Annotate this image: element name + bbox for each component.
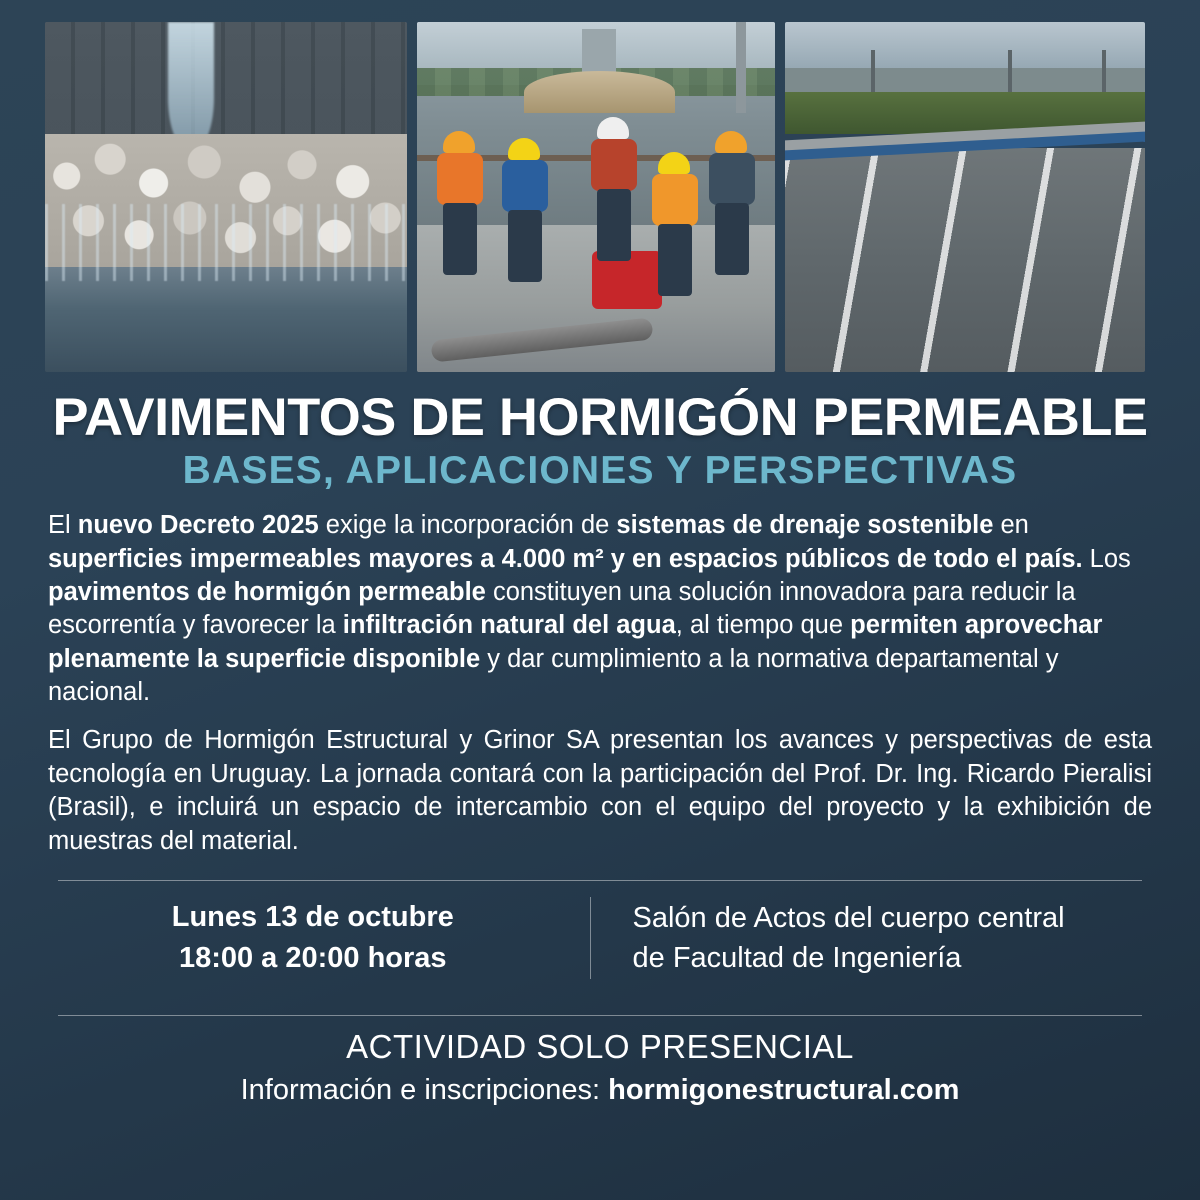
footer-block (48, 1016, 1152, 1107)
photo2-gravel-pile (524, 71, 674, 113)
event-venue (591, 897, 1143, 979)
event-time: 18:00 a 20:00 horas (178, 942, 447, 975)
pervious-concrete-water-photo (45, 22, 407, 372)
flyer-content (0, 372, 1200, 1107)
registration-info (48, 1074, 1152, 1107)
photo1-water-pour (168, 22, 214, 148)
page-subtitle: BASES, APLICACIONES Y PERSPECTIVAS (182, 449, 1018, 493)
photo3-light-pole (871, 50, 875, 92)
photo2-worker (496, 138, 554, 288)
photo2-worker (703, 131, 761, 281)
photo2-worker (585, 117, 643, 267)
modality-label: ACTIVIDAD SOLO PRESENCIAL (346, 1028, 854, 1066)
photo2-worker (431, 131, 489, 281)
photo1-water-surface (45, 267, 407, 372)
website-link[interactable]: hormigonestructural.com (608, 1074, 960, 1107)
workers-paving-photo (417, 22, 775, 372)
paragraph-decree: El nuevo Decreto 2025 exige la incorporación de sistemas de drenaje sostenible en superficies impermeables mayores a 4.000 m² y en espacios públicos de todo el país. Los pavimentos de hormigón permeable constituyen una solución innovadora para reducir la escorrentía y favorecer la infiltración natural del agua, al tiempo que permiten aprovechar plenamente la superficie disponible y dar cumplimiento a la normativa departamental y nacional. (48, 511, 1131, 707)
page-title: PAVIMENTOS DE HORMIGÓN PERMEABLE (52, 388, 1148, 447)
permeable-parking-lot-photo (785, 22, 1145, 372)
venue-line-1: Salón de Actos del cuerpo central (632, 902, 1065, 935)
photo2-crane (736, 22, 746, 113)
venue-line-2: de Facultad de Ingeniería (632, 942, 962, 975)
photo-strip (0, 0, 1200, 372)
photo3-light-pole (1102, 50, 1106, 92)
photo1-water-drips (45, 204, 407, 281)
photo2-worker (646, 152, 704, 302)
paragraph-event: El Grupo de Hormigón Estructural y Grinor SA presentan los avances y perspectivas de esta tecnología en Uruguay. La jornada contará con la participación del Prof. Dr. Ing. Ricardo Pieralisi (Brasil), e incluirá un espacio de intercambio con el equipo del proyecto y la exhibición de muestras del material. (48, 726, 1152, 855)
event-details (48, 881, 1152, 993)
photo3-light-pole (1008, 50, 1012, 92)
description-block (48, 509, 1152, 858)
event-date: Lunes 13 de octubre (171, 901, 454, 934)
registration-prefix: Información e inscripciones: (240, 1074, 609, 1107)
event-datetime (58, 897, 590, 979)
photo3-parking-lines (785, 148, 1145, 372)
